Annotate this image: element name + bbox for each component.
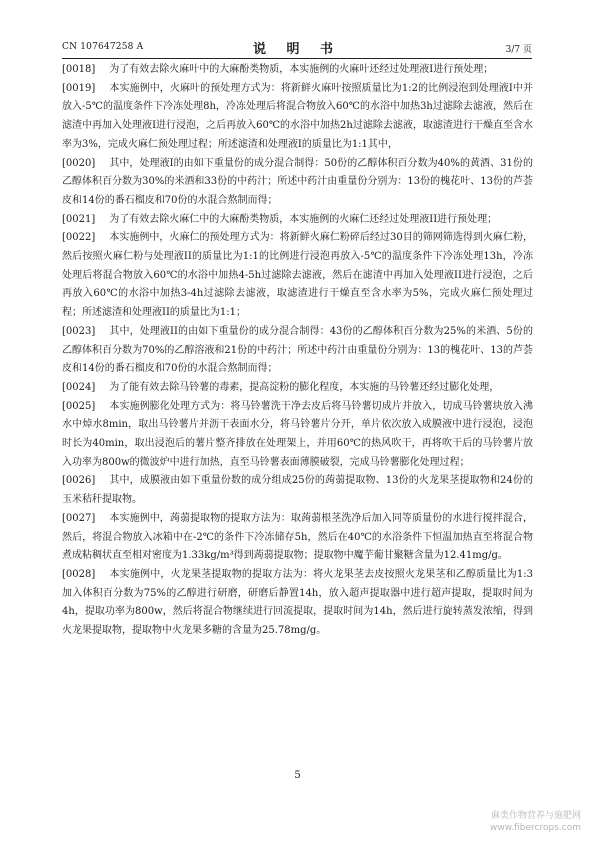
paragraph-0025	[62, 398, 533, 473]
paragraph-0024	[62, 379, 533, 398]
paragraph-0026	[62, 472, 533, 509]
paragraph-text: 为了有效去除火麻仁中的大麻酚类物质，本实施例的火麻仁还经过处理液II进行预处理；	[109, 213, 498, 225]
paragraph-0027	[62, 510, 533, 566]
paragraph-number: [0023]	[62, 325, 96, 337]
paragraph-text: 其中，处理液I的由如下重量份的成分混合制得：50份的乙醇体积百分数为40%的黄酒、31份的乙醇体积百分数为30%的米酒和33份的中药汁；所述中药汁由重量份分别为：13份的槐花叶、13份的芦荟皮和14份的番石榴皮和70份的水混合熬制而得；	[62, 157, 533, 206]
paragraph-0020	[62, 155, 533, 211]
document-title: 说 明 书	[252, 42, 342, 57]
paragraph-number: [0019]	[62, 82, 96, 94]
paragraph-text: 其中，成膜液由如下重量份数的成分组成25份的蒟蒻提取物、13份的火龙果茎提取物和24份的玉米秸秆提取物。	[62, 475, 533, 506]
paragraph-text: 本实施例膨化处理方式为：将马铃薯洗干净去皮后将马铃薯切成片并放入，切成马铃薯块放入沸水中焯水8min，取出马铃薯片并沥干表面水分，将马铃薯片分开，单片依次放入成膜液中进行浸泡，浸泡时长为40min，取出浸泡后的薯片整齐排放在处理架上，并用60℃的热风吹干，再将吹干后的马铃薯片放入功率为800w的微波炉中进行加热，直至马铃薯表面薄膜破裂，完成马铃薯膨化处理过程；	[62, 400, 533, 468]
watermark-url: www.fibercrops.com	[490, 823, 581, 833]
page-header	[62, 38, 532, 58]
page-of-total: 3/7 页	[505, 45, 532, 55]
paragraph-0028	[62, 566, 533, 641]
paragraph-number: [0025]	[62, 400, 96, 412]
document-body	[62, 61, 533, 641]
paragraph-number: [0024]	[62, 381, 96, 393]
paragraph-0018	[62, 61, 533, 80]
paragraph-text: 本实施例中，火麻仁的预处理方式为：将新鲜火麻仁粉碎后经过30目的筛网筛选得到火麻仁粉，然后按照火麻仁粉与处理液II的质量比为1:1的比例进行浸泡再放入-5℃的温度条件下冷冻处理13h，冷冻处理后将混合物放入60℃的水浴中加热4-5h过滤除去滤液，然后在滤渣中再加入处理液II进行浸泡，之后再放入60℃的水浴中加热3-4h过滤除去滤液，取滤渣进行干燥直至含水率为5%，完成火麻仁预处理过程；所述滤渣和处理液II的质量比为1:1；	[62, 232, 533, 319]
paragraph-0023	[62, 323, 533, 379]
paragraph-0019	[62, 80, 533, 155]
paragraph-number: [0026]	[62, 475, 96, 487]
paragraph-number: [0021]	[62, 213, 96, 225]
paragraph-number: [0018]	[62, 64, 96, 75]
paragraph-0022	[62, 229, 533, 323]
paragraph-number: [0020]	[62, 157, 96, 169]
paragraph-text: 本实施例中，火麻叶的预处理方式为：将新鲜火麻叶按照质量比为1:2的比例浸泡到处理液I中并放入-5℃的温度条件下冷冻处理8h，冷冻处理后将混合物放入60℃的水浴中加热3h过滤除去滤液，然后在滤渣中再加入处理液I进行浸泡，之后再放入60℃的水浴中加热2h过滤除去滤液，取滤渣进行干燥直至含水率为3%，完成火麻仁预处理过程；所述滤渣和处理液I的质量比为1:1其中，	[62, 82, 533, 150]
paragraph-number: [0022]	[62, 232, 96, 244]
paragraph-0021	[62, 211, 533, 230]
paragraph-number: [0028]	[62, 568, 96, 580]
paragraph-text: 本实施例中，蒟蒻提取物的提取方法为：取蒟蒻根茎洗净后加入同等质量份的水进行搅拌混合，然后，将混合物放入冰箱中在-2℃的条件下冷冻储存5h，然后在40℃的水浴条件下恒温加热直至将混合物煮成粘稠状直至相对密度为1.33kg/m³得到蒟蒻提取物；提取物中魔芋葡甘聚糖含量为12.41mg/g。	[62, 512, 533, 562]
paragraph-text: 为了能有效去除马铃薯的毒素，提高淀粉的膨化程度，本实施的马铃薯还经过膨化处理，	[109, 381, 500, 393]
header-rule	[62, 58, 532, 59]
paragraph-text: 本实施例中，火龙果茎提取物的提取方法为：将火龙果茎去皮按照火龙果茎和乙醇质量比为1:3加入体积百分数为75%的乙醇进行研磨，研磨后静置14h，放入超声提取器中进行超声提取，提取时间为4h，提取功率为800w，然后将混合物继续进行回流提取，提取时间为14h，然后进行旋转蒸发浓缩，得到火龙果提取物，提取物中火龙果多糖的含量为25.78mg/g。	[62, 568, 533, 637]
patent-number: CN 107647258 A	[62, 42, 144, 52]
watermark-site-name: 麻类作物营养与施肥网	[490, 811, 581, 821]
paragraph-text: 为了有效去除火麻叶中的大麻酚类物质，本实施例的火麻叶还经过处理液I进行预处理；	[109, 64, 494, 75]
site-watermark	[490, 810, 581, 834]
page-number: 5	[294, 770, 301, 781]
paragraph-number: [0027]	[62, 512, 96, 524]
paragraph-text: 其中，处理液II的由如下重量份的成分混合制得：43份的乙醇体积百分数为25%的米酒、5份的乙醇体积百分数为70%的乙醇溶液和21份的中药汁；所述中药汁由重量份分别为：13的槐花叶、13的芦荟皮和14份的番石榴皮和70份的水混合熬制而得；	[62, 325, 533, 375]
